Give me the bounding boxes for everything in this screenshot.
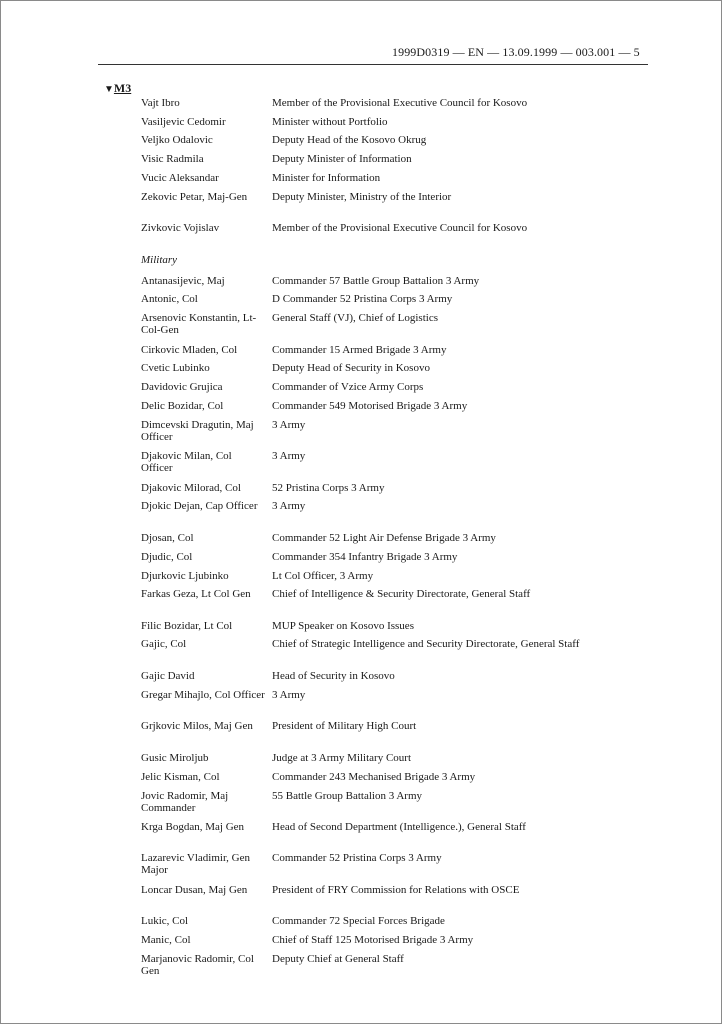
person-role: 55 Battle Group Battalion 3 Army bbox=[272, 790, 423, 802]
person-role: 3 Army bbox=[272, 419, 306, 431]
person-role: Commander 72 Special Forces Brigade bbox=[272, 915, 445, 927]
person-name: Davidovic Grujica bbox=[141, 381, 223, 393]
person-role: Head of Security in Kosovo bbox=[272, 670, 395, 682]
person-role: Judge at 3 Army Military Court bbox=[272, 752, 412, 764]
person-name: Lazarevic Vladimir, Gen Major bbox=[141, 852, 251, 876]
person-name: Djokic Dejan, Cap Officer bbox=[141, 500, 258, 512]
person-name: Manic, Col bbox=[141, 934, 191, 946]
person-name: Veljko Odalovic bbox=[141, 134, 213, 146]
person-name: Jelic Kisman, Col bbox=[141, 771, 220, 783]
person-role: Commander 52 Pristina Corps 3 Army bbox=[272, 852, 442, 864]
person-role: 3 Army bbox=[272, 689, 306, 701]
person-role: 52 Pristina Corps 3 Army bbox=[272, 482, 385, 494]
person-name: Zivkovic Vojislav bbox=[141, 222, 220, 234]
person-name: Arsenovic Konstantin, Lt-Col-Gen bbox=[141, 312, 257, 336]
person-role: Commander 52 Light Air Defense Brigade 3 Army bbox=[272, 532, 496, 544]
person-name: Lukic, Col bbox=[141, 915, 189, 927]
person-role: Member of the Provisional Executive Council for Kosovo bbox=[272, 222, 528, 234]
person-role: Chief of Intelligence & Security Directorate, General Staff bbox=[272, 588, 531, 600]
person-name: Vasiljevic Cedomir bbox=[141, 116, 226, 128]
person-name: Jovic Radomir, Maj Commander bbox=[141, 790, 229, 814]
person-role: Commander 354 Infantry Brigade 3 Army bbox=[272, 551, 458, 563]
person-name: Antonic, Col bbox=[141, 293, 198, 305]
triangle-down-icon: ▼ bbox=[104, 84, 114, 95]
person-role: 3 Army bbox=[272, 500, 306, 512]
person-name: Marjanovic Radomir, Col Gen bbox=[141, 953, 254, 977]
person-name: Gregar Mihajlo, Col Officer bbox=[141, 689, 265, 701]
person-name: Antanasijevic, Maj bbox=[141, 275, 225, 287]
person-role: Head of Second Department (Intelligence.), General Staff bbox=[272, 821, 526, 833]
person-role: D Commander 52 Pristina Corps 3 Army bbox=[272, 293, 453, 305]
person-name: Vajt Ibro bbox=[141, 97, 180, 109]
person-role: Minister for Information bbox=[272, 172, 381, 184]
person-role: Chief of Strategic Intelligence and Security Directorate, General Staff bbox=[272, 638, 580, 650]
person-name: Djakovic Milorad, Col bbox=[141, 482, 241, 494]
person-name: Visic Radmila bbox=[141, 153, 204, 165]
person-role: Chief of Staff 125 Motorised Brigade 3 Army bbox=[272, 934, 474, 946]
person-role: 3 Army bbox=[272, 450, 306, 462]
person-role: Deputy Chief at General Staff bbox=[272, 953, 404, 965]
person-name: Vucic Aleksandar bbox=[141, 172, 219, 184]
person-name: Grjkovic Milos, Maj Gen bbox=[141, 720, 253, 732]
person-role: Minister without Portfolio bbox=[272, 116, 388, 128]
person-name: Gajic David bbox=[141, 670, 195, 682]
page-header: 1999D0319 — EN — 13.09.1999 — 003.001 — 5 bbox=[392, 45, 640, 59]
section-heading-military: Military bbox=[141, 254, 178, 266]
person-role: Deputy Head of the Kosovo Okrug bbox=[272, 134, 427, 146]
person-role: Commander 243 Mechanised Brigade 3 Army bbox=[272, 771, 476, 783]
person-role: MUP Speaker on Kosovo Issues bbox=[272, 620, 414, 632]
person-role: General Staff (VJ), Chief of Logistics bbox=[272, 312, 438, 324]
person-name: Djudic, Col bbox=[141, 551, 193, 563]
person-role: Commander of Vzice Army Corps bbox=[272, 381, 424, 393]
person-name: Djurkovic Ljubinko bbox=[141, 570, 229, 582]
person-name: Krga Bogdan, Maj Gen bbox=[141, 821, 245, 833]
person-name: Cvetic Lubinko bbox=[141, 362, 210, 374]
person-role: Lt Col Officer, 3 Army bbox=[272, 570, 374, 582]
person-name: Djakovic Milan, Col Officer bbox=[141, 450, 232, 474]
person-role: Member of the Provisional Executive Council for Kosovo bbox=[272, 97, 528, 109]
person-role: Deputy Head of Security in Kosovo bbox=[272, 362, 430, 374]
person-name: Farkas Geza, Lt Col Gen bbox=[141, 588, 251, 600]
amendment-code: M3 bbox=[113, 81, 132, 95]
person-name: Zekovic Petar, Maj-Gen bbox=[141, 191, 248, 203]
person-role: Deputy Minister of Information bbox=[272, 153, 412, 165]
person-role: President of FRY Commission for Relations with OSCE bbox=[272, 884, 520, 896]
person-name: Gusic Miroljub bbox=[141, 752, 209, 764]
person-role: President of Military High Court bbox=[272, 720, 417, 732]
person-name: Filic Bozidar, Lt Col bbox=[141, 620, 233, 632]
person-name: Dimcevski Dragutin, Maj Officer bbox=[141, 419, 254, 443]
person-role: Commander 57 Battle Group Battalion 3 Army bbox=[272, 275, 480, 287]
person-role: Commander 549 Motorised Brigade 3 Army bbox=[272, 400, 468, 412]
person-role: Deputy Minister, Ministry of the Interior bbox=[272, 191, 452, 203]
person-role: Commander 15 Armed Brigade 3 Army bbox=[272, 344, 447, 356]
person-name: Cirkovic Mladen, Col bbox=[141, 344, 238, 356]
person-name: Djosan, Col bbox=[141, 532, 194, 544]
person-name: Gajic, Col bbox=[141, 638, 187, 650]
person-name: Delic Bozidar, Col bbox=[141, 400, 224, 412]
person-name: Loncar Dusan, Maj Gen bbox=[141, 884, 248, 896]
